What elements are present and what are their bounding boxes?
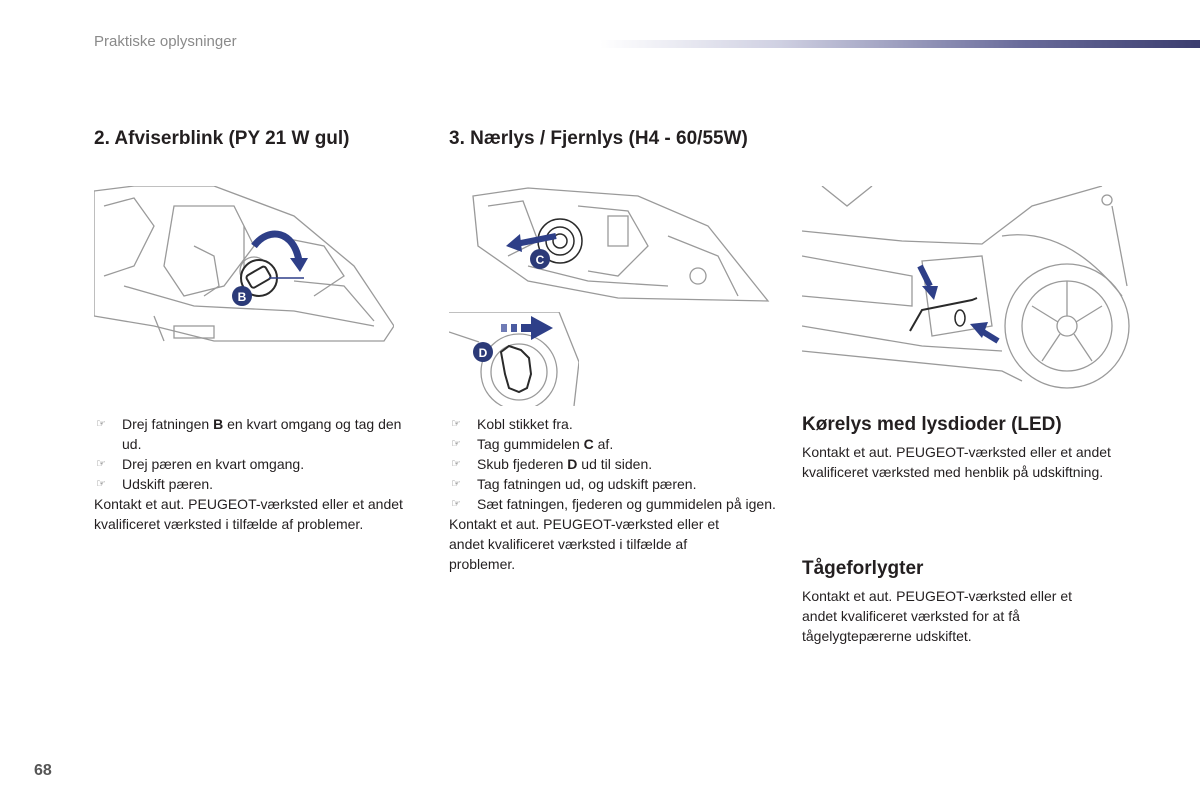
pointing-hand-icon: ☞	[96, 417, 106, 430]
pointing-hand-icon: ☞	[96, 457, 106, 470]
car-front-bumper-illustration	[802, 186, 1132, 396]
step-item	[449, 474, 779, 494]
arrow-head-icon	[290, 258, 308, 272]
step-text: af.	[593, 436, 614, 452]
afviserblink-step-list	[94, 414, 410, 494]
taage-text: Kontakt et aut. PEUGEOT-værksted eller et andet kvalificeret værksted for at få tågelygtepærerne udskiftet.	[802, 588, 1072, 644]
led-strip-icon	[910, 298, 977, 331]
step-item	[449, 414, 779, 434]
svg-text:C: C	[535, 253, 545, 267]
push-arrow-icon	[501, 316, 553, 340]
step-text: Udskift pæren.	[122, 476, 214, 492]
pointing-hand-icon: ☞	[451, 457, 461, 470]
afviserblink-steps-column	[94, 414, 410, 534]
naerlys-note: Kontakt et aut. PEUGEOT-værksted eller et andet kvalificeret værksted i tilfælde af problemer.	[449, 516, 719, 572]
naerlys-title: 3. Nærlys / Fjernlys (H4 - 60/55W)	[449, 128, 748, 149]
pointing-hand-icon: ☞	[451, 417, 461, 430]
fog-lamp-icon	[955, 310, 965, 326]
arrow-head-icon	[922, 286, 938, 300]
step-item	[94, 474, 410, 494]
spring-d-icon	[501, 346, 531, 392]
label-d-badge	[473, 342, 493, 362]
step-text: Drej pæren en kvart omgang.	[122, 456, 305, 472]
led-text: Kontakt et aut. PEUGEOT-værksted eller et andet kvalificeret værksted med henblik på udskiftning.	[802, 444, 1111, 480]
step-text: Tag fatningen ud, og udskift pæren.	[477, 476, 697, 492]
page-number: 68	[34, 762, 52, 779]
header-gradient-bar	[600, 40, 1200, 48]
afviserblink-title: 2. Afviserblink (PY 21 W gul)	[94, 128, 350, 149]
step-item	[94, 414, 410, 454]
pointing-hand-icon: ☞	[451, 437, 461, 450]
step-text: en kvart omgang og tag den ud.	[122, 416, 402, 452]
label-c-badge	[530, 249, 550, 269]
pointing-hand-icon: ☞	[451, 477, 461, 490]
svg-text:D: D	[478, 346, 488, 360]
step-text: Tag gummidelen	[477, 436, 584, 452]
step-label: D	[567, 456, 578, 472]
step-item	[449, 494, 779, 514]
afviserblink-note: Kontakt et aut. PEUGEOT-værksted eller et andet kvalificeret værksted i tilfælde af problemer.	[94, 496, 403, 532]
step-item	[449, 434, 779, 454]
step-text: Skub fjederen	[477, 456, 568, 472]
step-item	[94, 454, 410, 474]
indicator-lamp-illustration	[94, 186, 394, 346]
headlamp-rear-illustration	[468, 186, 773, 306]
spring-clip-illustration	[449, 312, 579, 406]
socket-b-icon	[241, 260, 304, 296]
step-label: B	[213, 416, 224, 432]
step-text: ud til siden.	[577, 456, 653, 472]
naerlys-steps-column	[449, 414, 779, 574]
step-item	[449, 454, 779, 474]
section-header-title: Praktiske oplysninger	[94, 33, 237, 50]
step-label: C	[583, 436, 594, 452]
pointing-hand-icon: ☞	[451, 497, 461, 510]
pointing-hand-icon: ☞	[96, 477, 106, 490]
taage-title: Tågeforlygter	[802, 558, 924, 579]
step-text: Kobl stikket fra.	[477, 416, 573, 432]
step-text: Sæt fatningen, fjederen og gummidelen på igen.	[477, 496, 776, 512]
step-text: Drej fatningen	[122, 416, 214, 432]
naerlys-step-list	[449, 414, 779, 514]
svg-text:B: B	[237, 290, 247, 304]
label-b-badge	[232, 286, 252, 306]
led-title: Kørelys med lysdioder (LED)	[802, 414, 1062, 435]
arrow-head-icon	[506, 234, 522, 252]
rotate-arrow-icon	[254, 234, 299, 261]
